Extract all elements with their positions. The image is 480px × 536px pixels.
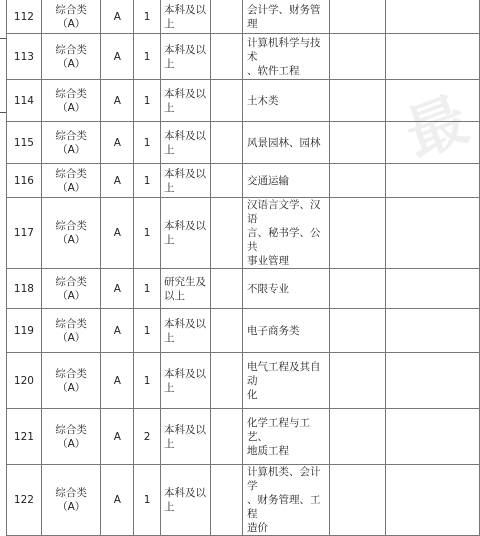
major-cell (243, 353, 330, 409)
major-cell (243, 409, 330, 465)
position-number-cell (7, 309, 42, 353)
major-cell (243, 80, 330, 122)
headcount-cell-text: 1 (143, 324, 151, 337)
education-cell-text: 本科及以 上 (163, 87, 206, 114)
category-cell-text: 综合类 （A） (55, 367, 87, 394)
notes-cell (386, 269, 480, 309)
table-row (7, 309, 480, 353)
education-cell (160, 80, 210, 122)
headcount-cell-text: 1 (143, 374, 151, 387)
major-cell-text: 电气工程及其自动 化 (247, 360, 321, 401)
level-cell-text: A (113, 136, 121, 149)
degree-cell (211, 198, 243, 269)
position-number-cell (7, 122, 42, 164)
degree-cell (211, 409, 243, 465)
category-cell (41, 409, 101, 465)
degree-cell (211, 0, 243, 34)
notes-cell (386, 309, 480, 353)
major-cell-text: 土木类 (247, 94, 279, 107)
major-cell (243, 164, 330, 198)
table-row (7, 269, 480, 309)
education-cell-text: 本科及以 上 (163, 487, 206, 513)
major-cell (243, 269, 330, 309)
headcount-cell (134, 122, 161, 164)
category-cell-text: 综合类 （A） (55, 220, 87, 246)
headcount-cell-text: 1 (143, 136, 151, 149)
major-cell (243, 122, 330, 164)
education-cell-text: 本科及以 上 (163, 167, 206, 194)
watermark-text: 最 (396, 84, 477, 171)
category-cell-text: 综合类 （A） (55, 167, 87, 194)
table-row (7, 34, 480, 80)
positions-table (6, 0, 480, 536)
major-cell (243, 34, 330, 80)
requirement-cell (330, 0, 386, 34)
headcount-cell-text: 1 (143, 94, 151, 107)
requirement-cell (330, 34, 386, 80)
education-cell (160, 465, 210, 536)
headcount-cell (134, 80, 161, 122)
headcount-cell-text: 2 (143, 430, 151, 443)
position-number-cell-text: 121 (13, 430, 34, 443)
headcount-cell-text: 1 (143, 10, 151, 23)
table-row (7, 465, 480, 536)
education-cell (160, 269, 210, 309)
major-cell-text: 计算机科学与技术 、软件工程 (247, 36, 321, 77)
level-cell-text: A (113, 10, 121, 23)
category-cell-text: 综合类 （A） (55, 317, 87, 344)
notes-cell (386, 164, 480, 198)
category-cell (41, 269, 101, 309)
table-row (7, 80, 480, 122)
requirement-cell (330, 465, 386, 536)
degree-cell (211, 34, 243, 80)
position-number-cell-text: 122 (13, 494, 34, 506)
education-cell-text: 本科及以 上 (163, 317, 206, 344)
headcount-cell (134, 409, 161, 465)
position-number-cell-text: 118 (13, 282, 34, 295)
notes-cell (386, 198, 480, 269)
education-cell (160, 164, 210, 198)
level-cell-text: A (113, 324, 121, 337)
headcount-cell (134, 309, 161, 353)
level-cell (101, 164, 134, 198)
headcount-cell (134, 198, 161, 269)
headcount-cell-text: 1 (143, 227, 151, 239)
position-number-cell (7, 409, 42, 465)
education-cell (160, 122, 210, 164)
level-cell (101, 122, 134, 164)
level-cell (101, 465, 134, 536)
level-cell-text: A (113, 174, 121, 187)
major-cell-text: 交通运输 (247, 174, 290, 187)
table-row (7, 164, 480, 198)
major-cell-text: 计算机类、会计学 、财务管理、工程 造价 (247, 466, 321, 534)
requirement-cell (330, 409, 386, 465)
category-cell-text: 综合类 （A） (55, 275, 87, 302)
position-number-cell (7, 80, 42, 122)
category-cell (41, 0, 101, 34)
degree-cell (211, 309, 243, 353)
major-cell-text: 不限专业 (247, 282, 290, 295)
headcount-cell (134, 269, 161, 309)
notes-cell (386, 409, 480, 465)
level-cell (101, 0, 134, 34)
category-cell (41, 198, 101, 269)
level-cell (101, 353, 134, 409)
position-number-cell-text: 119 (13, 324, 34, 337)
major-cell (243, 198, 330, 269)
education-cell (160, 409, 210, 465)
notes-cell (386, 353, 480, 409)
category-cell-text: 综合类 （A） (55, 487, 87, 513)
notes-cell (386, 34, 480, 80)
headcount-cell-text: 1 (143, 282, 151, 295)
level-cell (101, 34, 134, 80)
position-number-cell (7, 0, 42, 34)
degree-cell (211, 164, 243, 198)
requirement-cell (330, 269, 386, 309)
table-row (7, 353, 480, 409)
table-row (7, 409, 480, 465)
category-cell (41, 353, 101, 409)
notes-cell (386, 80, 480, 122)
notes-cell (386, 122, 480, 164)
headcount-cell (134, 353, 161, 409)
level-cell-text: A (113, 374, 121, 387)
position-number-cell-text: 112 (13, 10, 34, 23)
level-cell-text: A (113, 50, 121, 63)
position-number-cell-text: 113 (13, 50, 34, 63)
position-number-cell-text: 114 (13, 94, 34, 107)
degree-cell (211, 122, 243, 164)
requirement-cell (330, 309, 386, 353)
major-cell-text: 会计学、财务管理 (247, 3, 321, 30)
position-number-cell (7, 269, 42, 309)
headcount-cell (134, 465, 161, 536)
category-cell-text: 综合类 （A） (55, 87, 87, 114)
category-cell (41, 164, 101, 198)
major-cell-text: 化学工程与工艺、 地质工程 (247, 416, 311, 457)
position-number-cell (7, 353, 42, 409)
position-number-cell-text: 120 (13, 374, 34, 387)
table-row (7, 0, 480, 34)
education-cell (160, 309, 210, 353)
requirement-cell (330, 353, 386, 409)
requirement-cell (330, 122, 386, 164)
category-cell (41, 80, 101, 122)
education-cell-text: 本科及以 上 (163, 3, 206, 30)
major-cell-text: 汉语言文学、汉语 言、秘书学、公共 事业管理 (247, 199, 321, 267)
category-cell-text: 综合类 （A） (55, 423, 87, 450)
level-cell (101, 309, 134, 353)
notes-cell (386, 465, 480, 536)
requirement-cell (330, 164, 386, 198)
position-number-cell (7, 34, 42, 80)
level-cell-text: A (113, 282, 121, 295)
position-number-cell-text: 117 (13, 227, 34, 239)
degree-cell (211, 353, 243, 409)
education-cell-text: 本科及以 上 (163, 129, 206, 156)
headcount-cell (134, 34, 161, 80)
education-cell-text: 本科及以 上 (163, 367, 206, 394)
table-row (7, 198, 480, 269)
position-number-cell (7, 164, 42, 198)
requirement-cell (330, 80, 386, 122)
major-cell (243, 465, 330, 536)
education-cell (160, 198, 210, 269)
headcount-cell (134, 0, 161, 34)
education-cell (160, 0, 210, 34)
degree-cell (211, 269, 243, 309)
headcount-cell-text: 1 (143, 50, 151, 63)
education-cell-text: 本科及以 上 (163, 220, 206, 246)
level-cell (101, 269, 134, 309)
education-cell-text: 本科及以 上 (163, 43, 206, 70)
category-cell (41, 309, 101, 353)
category-cell (41, 465, 101, 536)
major-cell-text: 电子商务类 (247, 324, 300, 337)
level-cell-text: A (113, 94, 121, 107)
category-cell-text: 综合类 （A） (55, 43, 87, 70)
degree-cell (211, 80, 243, 122)
level-cell-text: A (113, 430, 121, 443)
headcount-cell (134, 164, 161, 198)
position-number-cell-text: 116 (13, 174, 34, 187)
headcount-cell-text: 1 (143, 494, 151, 506)
level-cell (101, 198, 134, 269)
requirement-cell (330, 198, 386, 269)
category-cell (41, 34, 101, 80)
category-cell-text: 综合类 （A） (55, 129, 87, 156)
education-cell (160, 353, 210, 409)
headcount-cell-text: 1 (143, 174, 151, 187)
level-cell (101, 409, 134, 465)
category-cell (41, 122, 101, 164)
level-cell-text: A (113, 494, 121, 506)
position-number-cell (7, 198, 42, 269)
major-cell-text: 风景园林、园林 (247, 136, 321, 149)
notes-cell (386, 0, 480, 34)
education-cell-text: 研究生及 以上 (163, 275, 206, 302)
education-cell (160, 34, 210, 80)
level-cell-text: A (113, 227, 121, 239)
table-row (7, 122, 480, 164)
position-number-cell (7, 465, 42, 536)
degree-cell (211, 465, 243, 536)
major-cell (243, 309, 330, 353)
level-cell (101, 80, 134, 122)
education-cell-text: 本科及以 上 (163, 423, 206, 450)
position-number-cell-text: 115 (13, 136, 34, 149)
major-cell (243, 0, 330, 34)
category-cell-text: 综合类 （A） (55, 3, 87, 30)
